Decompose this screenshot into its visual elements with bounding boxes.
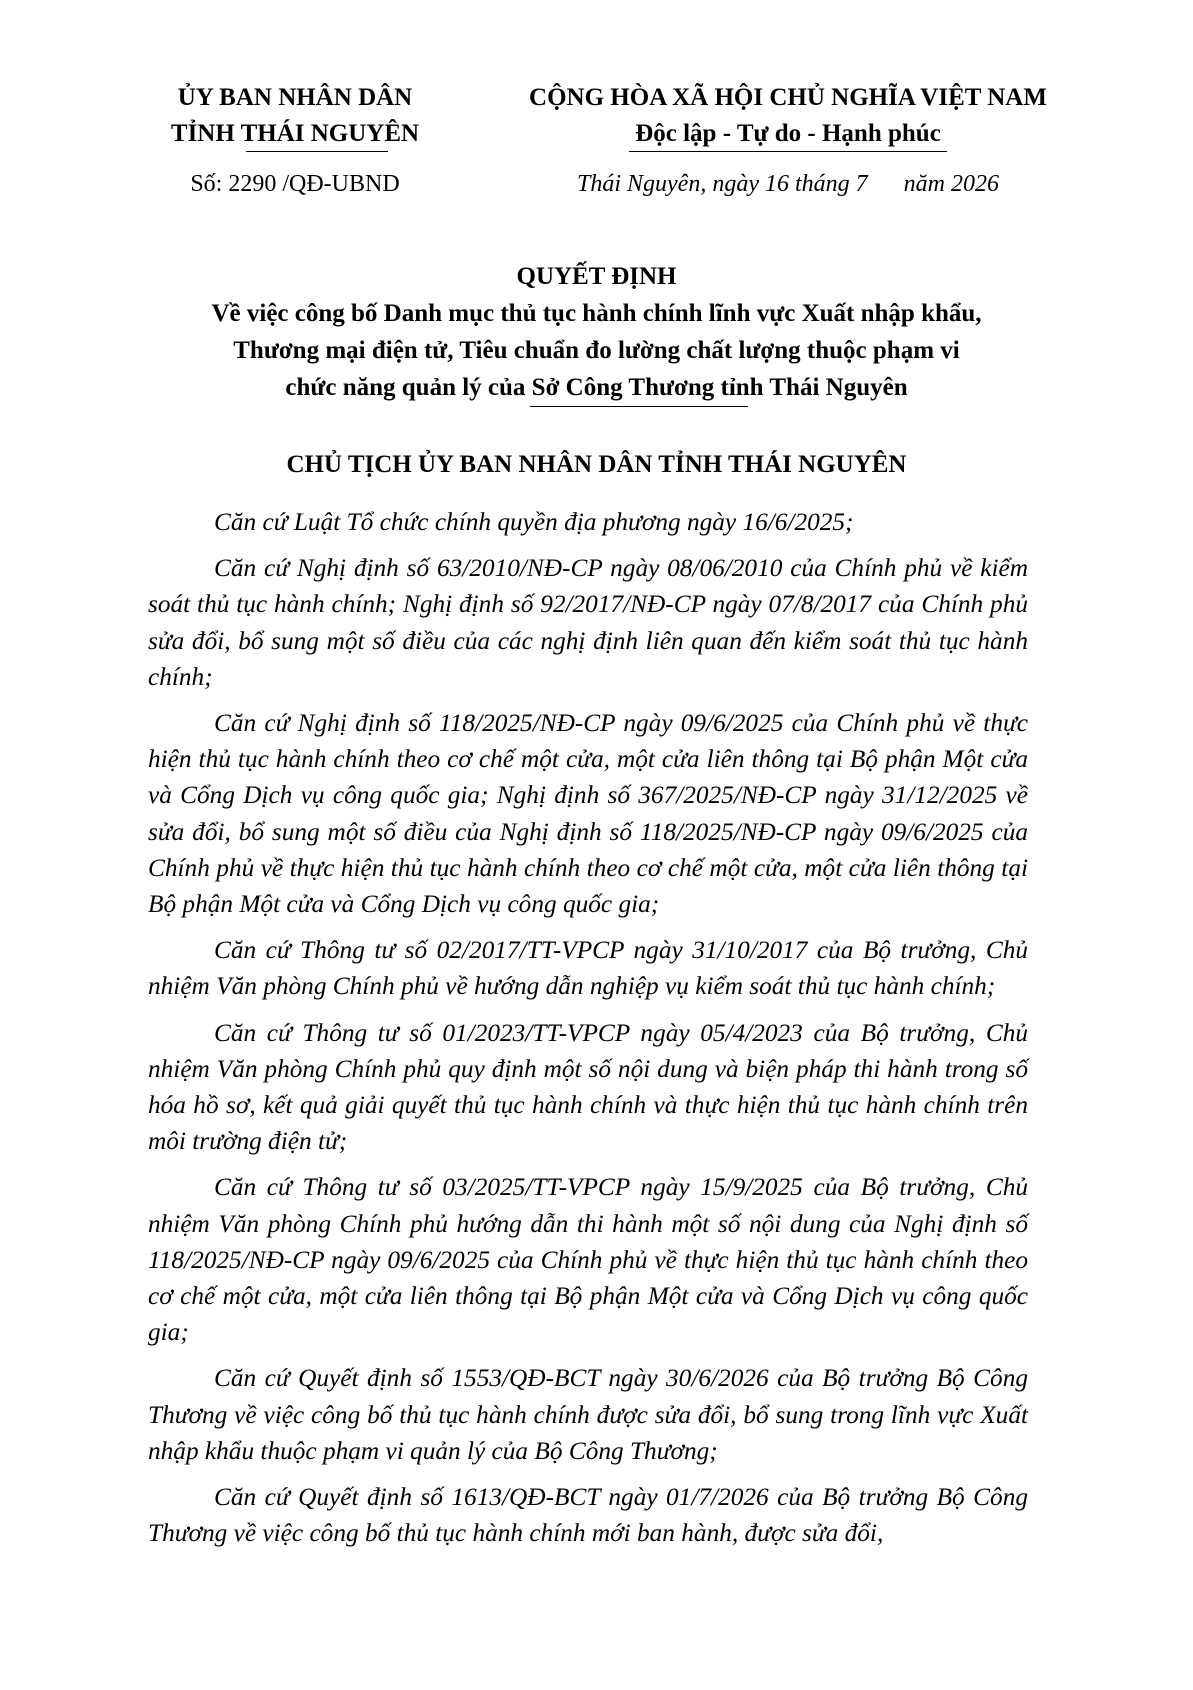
legal-basis-paragraph: Căn cứ Thông tư số 02/2017/TT-VPCP ngày 31/10/2017 của Bộ trưởng, Chủ nhiệm Văn phòng Chính phủ về hướng dẫn nghiệp vụ kiểm soát thủ tục hành chính; [148, 936, 1028, 1001]
legal-basis-paragraph: Căn cứ Nghị định số 63/2010/NĐ-CP ngày 08/06/2010 của Chính phủ về kiểm soát thủ tục hành chính; Nghị định số 92/2017/NĐ-CP ngày 07/8/2017 của Chính phủ sửa đổi, bổ sung một số điều của các nghị định liên quan đến kiểm soát thủ tục hành chính; [148, 554, 1028, 691]
legal-basis-paragraph: Căn cứ Nghị định số 118/2025/NĐ-CP ngày 09/6/2025 của Chính phủ về thực hiện thủ tục hành chính theo cơ chế một cửa, một cửa liên thông tại Bộ phận Một cửa và Cổng Dịch vụ công quốc gia; Nghị định số 367/2025/NĐ-CP ngày 31/12/2025 về sửa đổi, bổ sung một số điều của Nghị định số 118/2025/NĐ-CP ngày 09/6/2025 của Chính phủ về thực hiện thủ tục hành chính theo cơ chế một cửa, một cửa liên thông tại Bộ phận Một cửa và Cổng Dịch vụ công quốc gia; [148, 709, 1028, 919]
issuing-authority [150, 80, 440, 202]
title-underline [530, 406, 748, 407]
decision-subject-line-2: Thương mại điện tử, Tiêu chuẩn đo lường chất lượng thuộc phạm vi [233, 337, 960, 364]
decision-title-block [120, 258, 1073, 407]
decision-heading: QUYẾT ĐỊNH [516, 263, 677, 290]
national-motto [488, 80, 1088, 202]
legal-basis-paragraph: Căn cứ Quyết định số 1553/QĐ-BCT ngày 30/6/2026 của Bộ trưởng Bộ Công Thương về việc công bố thủ tục hành chính được sửa đổi, bổ sung trong lĩnh vực Xuất nhập khẩu thuộc phạm vi quản lý của Bộ Công Thương; [148, 1364, 1028, 1465]
authority-line-2: TỈNH THÁI NGUYÊN [170, 120, 420, 147]
document-number: Số: 2290 /QĐ-UBND [190, 171, 400, 197]
legal-basis-paragraph: Căn cứ Luật Tổ chức chính quyền địa phương ngày 16/6/2025; [214, 508, 854, 536]
legal-basis-paragraph: Căn cứ Thông tư số 03/2025/TT-VPCP ngày 15/9/2025 của Bộ trưởng, Chủ nhiệm Văn phòng Chính phủ hướng dẫn thi hành một số nội dung của Nghị định số 118/2025/NĐ-CP ngày 09/6/2025 của Chính phủ về thực hiện thủ tục hành chính theo cơ chế một cửa, một cửa liên thông tại Bộ phận Một cửa và Cổng Dịch vụ công quốc gia; [148, 1173, 1028, 1347]
legal-basis-paragraph: Căn cứ Thông tư số 01/2023/TT-VPCP ngày 05/4/2023 của Bộ trưởng, Chủ nhiệm Văn phòng Chính phủ quy định một số nội dung và biện pháp thi hành trong số hóa hồ sơ, kết quả giải quyết thủ tục hành chính và thực hiện thủ tục hành chính trên môi trường điện tử; [148, 1018, 1028, 1156]
document-body [148, 504, 1028, 1561]
motto: Độc lập - Tự do - Hạnh phúc [635, 120, 941, 147]
decision-subject-line-1: Về việc công bố Danh mục thủ tục hành chính lĩnh vực Xuất nhập khẩu, [211, 300, 982, 327]
authority-underline [246, 151, 388, 152]
document-header [0, 80, 1193, 210]
legal-basis-paragraph: Căn cứ Quyết định số 1613/QĐ-BCT ngày 01/7/2026 của Bộ trưởng Bộ Công Thương về việc công bố thủ tục hành chính mới ban hành, được sửa đổi, [148, 1483, 1028, 1548]
place-date: Thái Nguyên, ngày 16 tháng 7 năm 2026 [577, 171, 999, 197]
decision-subject-line-3: chức năng quản lý của Sở Công Thương tỉnh Thái Nguyên [285, 374, 908, 401]
issuer-heading: CHỦ TỊCH ỦY BAN NHÂN DÂN TỈNH THÁI NGUYÊN [286, 451, 907, 478]
authority-line-1: ỦY BAN NHÂN DÂN [177, 84, 413, 111]
nation-name: CỘNG HÒA XÃ HỘI CHỦ NGHĨA VIỆT NAM [529, 84, 1047, 111]
